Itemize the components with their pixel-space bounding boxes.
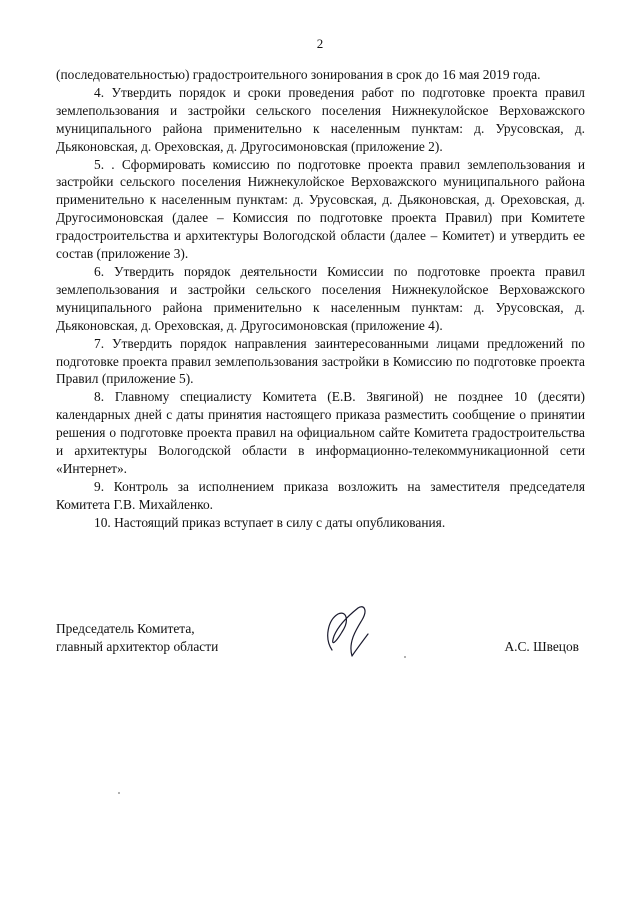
signatory-position — [56, 620, 316, 656]
paragraph-item-9: 9. Контроль за исполнением приказа возложить на заместителя председателя Комитета Г.В. Михайленко. — [56, 478, 585, 512]
signatory-position-line-2: главный архитектор области — [56, 639, 219, 654]
paragraph-continuation: (последовательностью) градостроительного зонирования в срок до 16 мая 2019 года. — [56, 67, 541, 82]
signatory-name: А.С. Швецов — [504, 639, 579, 654]
signatory-position-line-1: Председатель Комитета, — [56, 621, 195, 636]
scan-speck — [118, 792, 120, 794]
paragraph-item-6: 6. Утвердить порядок деятельности Комиссии по подготовке проекта правил землепользования и застройки сельского поселения Нижнекулойское Верховажского муниципального района применительно к населенным пунктам: д. Урусовская, д. Дьяконовская, д. Ореховская, д. Другосимоновская (приложение 4). — [56, 263, 585, 333]
signature-block — [56, 620, 585, 690]
paragraph-item-4: 4. Утвердить порядок и сроки проведения работ по подготовке проекта правил землепользования и застройки сельского поселения Нижнекулойское Верховажского муниципального района применительно к населенным пунктам: д. Урусовская, д. Дьяконовская, д. Ореховская, д. Другосимоновская (приложение 2). — [56, 84, 585, 154]
handwritten-signature — [318, 598, 388, 668]
document-body — [56, 66, 585, 532]
paragraph-item-5: 5. . Сформировать комиссию по подготовке проекта правил землепользования и застройки сельского поселения Нижнекулойское Верховажского муниципального района применительно к населенным пунктам: д. Урусовская, д. Дьяконовская, д. Ореховская, д. Другосимоновская (далее – Комиссия по подготовке проекта Правил) при Комитете градостроительства и архитектуры Вологодской области (далее – Комитет) и утвердить ее состав (приложение 3). — [56, 156, 585, 262]
page-number: 2 — [316, 36, 324, 51]
paragraph-item-8: 8. Главному специалисту Комитета (Е.В. Звягиной) не позднее 10 (десяти) календарных дней с даты принятия настоящего приказа разместить сообщение о принятии решения о подготовке проекта правил на официальном сайте Комитета градостроительства и архитектуры Вологодской области в информационно-телекоммуникационной сети «Интернет». — [56, 389, 585, 476]
paragraph-item-7: 7. Утвердить порядок направления заинтересованными лицами предложений по подготовке проекта правил землепользования застройки в Комиссию по подготовке проекта Правил (приложение 5). — [56, 335, 585, 387]
scan-speck — [404, 656, 406, 658]
paragraph-item-10: 10. Настоящий приказ вступает в силу с даты опубликования. — [94, 514, 446, 530]
